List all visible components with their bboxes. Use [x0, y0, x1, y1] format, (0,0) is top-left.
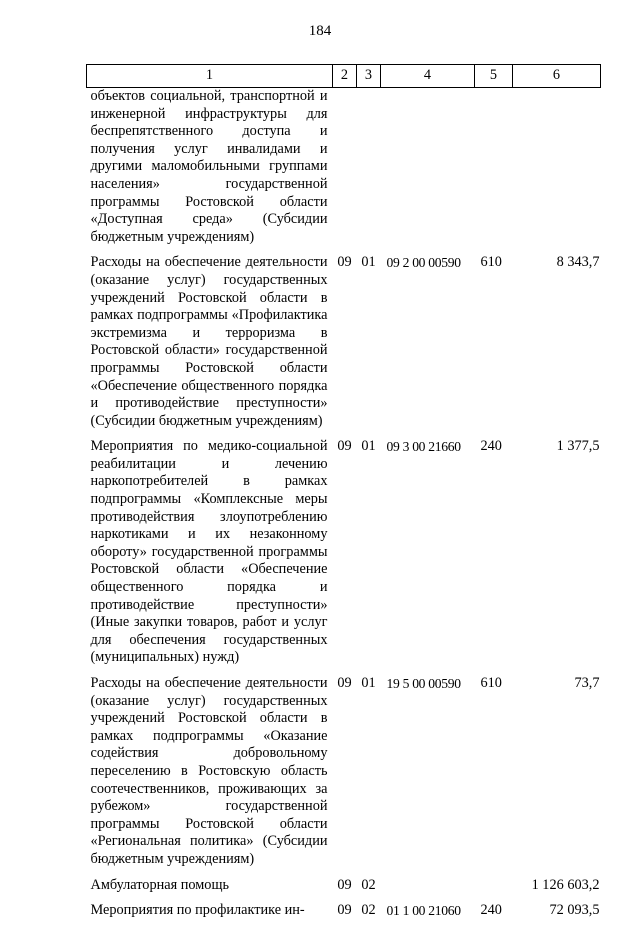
row-description: Мероприятия по медико-социальной реабилитации и лечению наркопотребителей в рамках подпрограммы «Комплексные меры противодействия злоупотреблению наркотиками и их незаконному обороту» государственной программы Ростовской области «Обеспечение общественного порядка и противодействие преступности» (Иные закупки товаров, работ и услуг для обеспечения государственных (муниципальных) нужд) — [90, 438, 328, 666]
table-header — [87, 65, 601, 88]
row-amount: 1 377,5 — [556, 438, 600, 455]
row-expense-type: 610 — [480, 675, 502, 691]
row-target-article: 01 1 00 21060 — [386, 903, 461, 919]
page-number: 184 — [308, 23, 332, 39]
table-row — [87, 675, 601, 877]
row-expense-type — [475, 88, 513, 255]
row-subsection: 01 — [361, 438, 376, 455]
row-amount: 8 343,7 — [556, 254, 600, 271]
row-section — [333, 88, 357, 255]
row-amount — [513, 88, 601, 255]
row-expense-type — [475, 877, 513, 903]
header-col-4: 4 — [381, 65, 475, 88]
row-subsection: 02 — [361, 902, 376, 919]
table-row — [87, 438, 601, 675]
row-amount: 1 126 603,2 — [531, 876, 600, 893]
table-row — [87, 877, 601, 903]
table-row — [87, 88, 601, 255]
row-description: Амбулаторная помощь — [90, 876, 229, 893]
row-target-article — [381, 88, 475, 255]
row-subsection: 01 — [361, 254, 376, 271]
row-expense-type: 240 — [480, 438, 502, 455]
header-col-6: 6 — [513, 65, 601, 88]
header-col-2: 2 — [333, 65, 357, 88]
row-subsection: 01 — [361, 675, 376, 691]
row-expense-type: 610 — [480, 254, 502, 271]
row-description: объектов социальной, транспортной и инженерной инфраструктуры для беспрепятственного доступа и получения услуг инвалидами и другими маломобильными группами населения» государственной программы Ростовской области «Доступная среда» (Субсидии бюджетным учреждениям) — [90, 88, 328, 245]
table-row — [87, 902, 601, 928]
row-amount: 73,7 — [574, 675, 600, 691]
row-amount: 72 093,5 — [549, 902, 600, 919]
table-row — [87, 254, 601, 438]
header-row — [87, 65, 601, 88]
header-col-1: 1 — [87, 65, 333, 88]
row-target-article: 09 2 00 00590 — [386, 255, 461, 271]
row-subsection: 02 — [361, 876, 376, 893]
header-col-3: 3 — [357, 65, 381, 88]
row-description: Мероприятия по профилактике ин- — [90, 902, 305, 919]
row-subsection — [357, 88, 381, 255]
budget-table — [86, 64, 601, 928]
row-section: 09 — [337, 876, 352, 893]
row-target-article — [381, 877, 475, 903]
row-target-article: 09 3 00 21660 — [386, 439, 461, 455]
row-expense-type: 240 — [480, 902, 502, 919]
header-col-5: 5 — [475, 65, 513, 88]
row-section: 09 — [337, 902, 352, 919]
row-section: 09 — [337, 675, 352, 691]
row-description: Расходы на обеспечение деятельности (оказание услуг) государственных учреждений Ростовской области в рамках подпрограммы «Профилактика экстремизма и терроризма в Ростовской области» государственной программы Ростовской области «Обеспечение общественного порядка и противодействие преступности» (Субсидии бюджетным учреждениям) — [90, 254, 328, 429]
row-section: 09 — [337, 254, 352, 271]
table-body — [87, 88, 601, 928]
row-target-article: 19 5 00 00590 — [386, 676, 461, 691]
row-section: 09 — [337, 438, 352, 455]
row-description: Расходы на обеспечение деятельности (оказание услуг) государственных учреждений Ростовской области в рамках подпрограммы «Оказание содействия добровольному переселению в Ростовскую область соотечественников, проживающих за рубежом» государственной программы Ростовской области «Региональная политика» (Субсидии бюджетным учреждениям) — [90, 675, 328, 867]
